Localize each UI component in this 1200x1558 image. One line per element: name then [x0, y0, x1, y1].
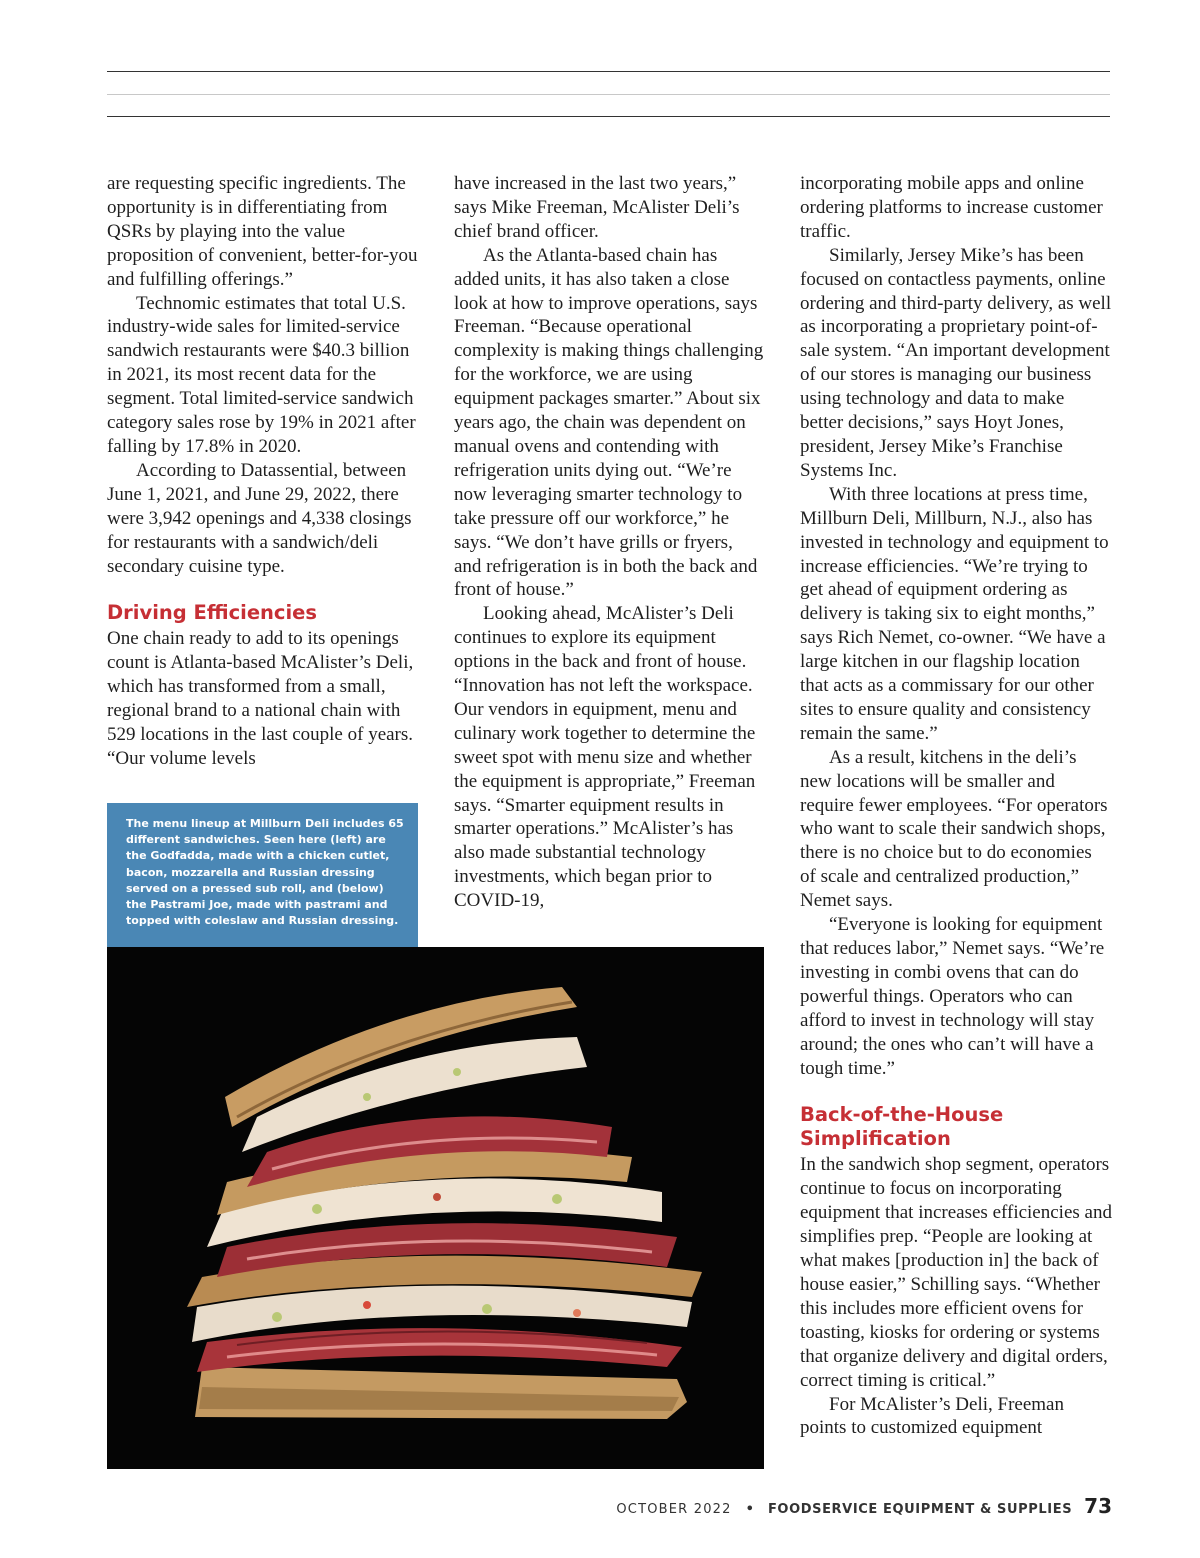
header-rule: [107, 116, 1110, 117]
paragraph: “Everyone is looking for equipment that reduces labor,” Nemet says. “We’re investing in combi ovens that can do powerful things. Operators who can afford to invest in technology will stay around; the ones who can’t will have a tough time.”: [800, 914, 1105, 1079]
caption-text: The menu lineup at Millburn Deli includes 65 different sandwiches. Seen here (left) are the Godfadda, made with a chicken cutlet, bacon, mozzarella and Russian dressing served on a pressed sub roll, and (below) the Pastrami Joe, made with pastrami and topped with coleslaw and Russian dressing.: [126, 817, 404, 928]
paragraph: According to Datassential, between June 1, 2021, and June 29, 2022, there were 3,942 openings and 4,338 closings for restaurants with a sandwich/deli secondary cuisine type.: [107, 459, 412, 577]
middle-rule: [107, 94, 1110, 95]
paragraph: For McAlister’s Deli, Freeman points to customized equipment: [800, 1393, 1064, 1439]
paragraph: Technomic estimates that total U.S. industry-wide sales for limited-service sandwich restaurants were $40.3 billion in 2021, its most recent data for the segment. Total limited-service sandwich category sales rose by 19% in 2021 after falling by 17.8% in 2020.: [107, 292, 416, 457]
paragraph: are requesting specific ingredients. The opportunity is in differentiating from QSRs by playing into the value proposition of convenient, better-for-you and fulfilling offerings.”: [107, 173, 418, 290]
paragraph: As a result, kitchens in the deli’s new locations will be smaller and require fewer employees. “For operators who want to scale their sandwich shops, there is no choice but to do economies of scale and centralized production,” Nemet says.: [800, 746, 1108, 912]
footer-separator: •: [745, 1502, 754, 1517]
paragraph: Looking ahead, McAlister’s Deli continues to explore its equipment options in the back and front of house. “Innovation has not left the workspace. Our vendors in equipment, menu and culinary work together to determine the sweet spot with menu size and whether the equipment is appropriate,” Freeman says. “Smarter equipment results in smarter operations.” McAlister’s has also made substantial technology investments, which began prior to COVID-19,: [454, 603, 756, 912]
sandwich-illustration: [107, 947, 764, 1469]
paragraph: As the Atlanta-based chain has added units, it has also taken a close look at how to improve operations, says Freeman. “Because operational complexity is making things challenging for the workforce, we are using equipment packages smarter.” About six years ago, the chain was dependent on manual ovens and contending with refrigeration units dying out. “We’re now leveraging smarter technology to take pressure off our workforce,” he says. “We don’t have grills or fryers, and refrigeration is in both the back and front of house.”: [454, 244, 764, 601]
article-column-3: [800, 172, 1112, 1440]
page-number: 73: [1084, 1494, 1112, 1518]
paragraph: Similarly, Jersey Mike’s has been focused on contactless payments, online ordering and third-party delivery, as well as incorporating a proprietary point-of-sale system. “An important development of our stores is managing our business using technology and data to make better decisions,” says Hoyt Jones, president, Jersey Mike’s Franchise Systems Inc.: [800, 244, 1112, 481]
top-rule: [107, 71, 1110, 72]
paragraph: One chain ready to add to its openings count is Atlanta-based McAlister’s Deli, which has transformed from a small, regional brand to a national chain with 529 locations in the last couple of years. “Our volume levels: [107, 628, 414, 769]
article-column-2: [454, 172, 764, 913]
paragraph: have increased in the last two years,” says Mike Freeman, McAlister Deli’s chief brand officer.: [454, 173, 740, 242]
paragraph: In the sandwich shop segment, operators continue to focus on incorporating equipment that increases efficiencies and simplifies prep. “People are looking at what makes [production in] the back of house easier,” Schilling says. “Whether this includes more efficient ovens for toasting, kiosks for ordering or systems that organize delivery and digital orders, correct timing is critical.”: [800, 1154, 1112, 1391]
paragraph: With three locations at press time, Millburn Deli, Millburn, N.J., also has invested in technology and equipment to increase efficiencies. “We’re trying to get ahead of equipment ordering as delivery is taking six to eight months,” says Rich Nemet, co-owner. “We have a large kitchen in our flagship location that acts as a commissary for our other sites to ensure quality and consistency remain the same.”: [800, 483, 1109, 744]
issue-date: OCTOBER 2022: [616, 1502, 732, 1517]
sandwich-photo: [107, 947, 764, 1469]
paragraph: incorporating mobile apps and online ordering platforms to increase customer traffic.: [800, 173, 1103, 242]
page-footer: [616, 1494, 1112, 1518]
article-column-1: [107, 172, 419, 771]
section-heading-driving-efficiencies: Driving Efficiencies: [107, 601, 318, 625]
photo-caption: [107, 803, 418, 947]
publication-name: FOODSERVICE EQUIPMENT & SUPPLIES: [767, 1502, 1073, 1517]
section-heading-back-of-house: Back-of-the-House Simplification: [800, 1103, 1004, 1151]
